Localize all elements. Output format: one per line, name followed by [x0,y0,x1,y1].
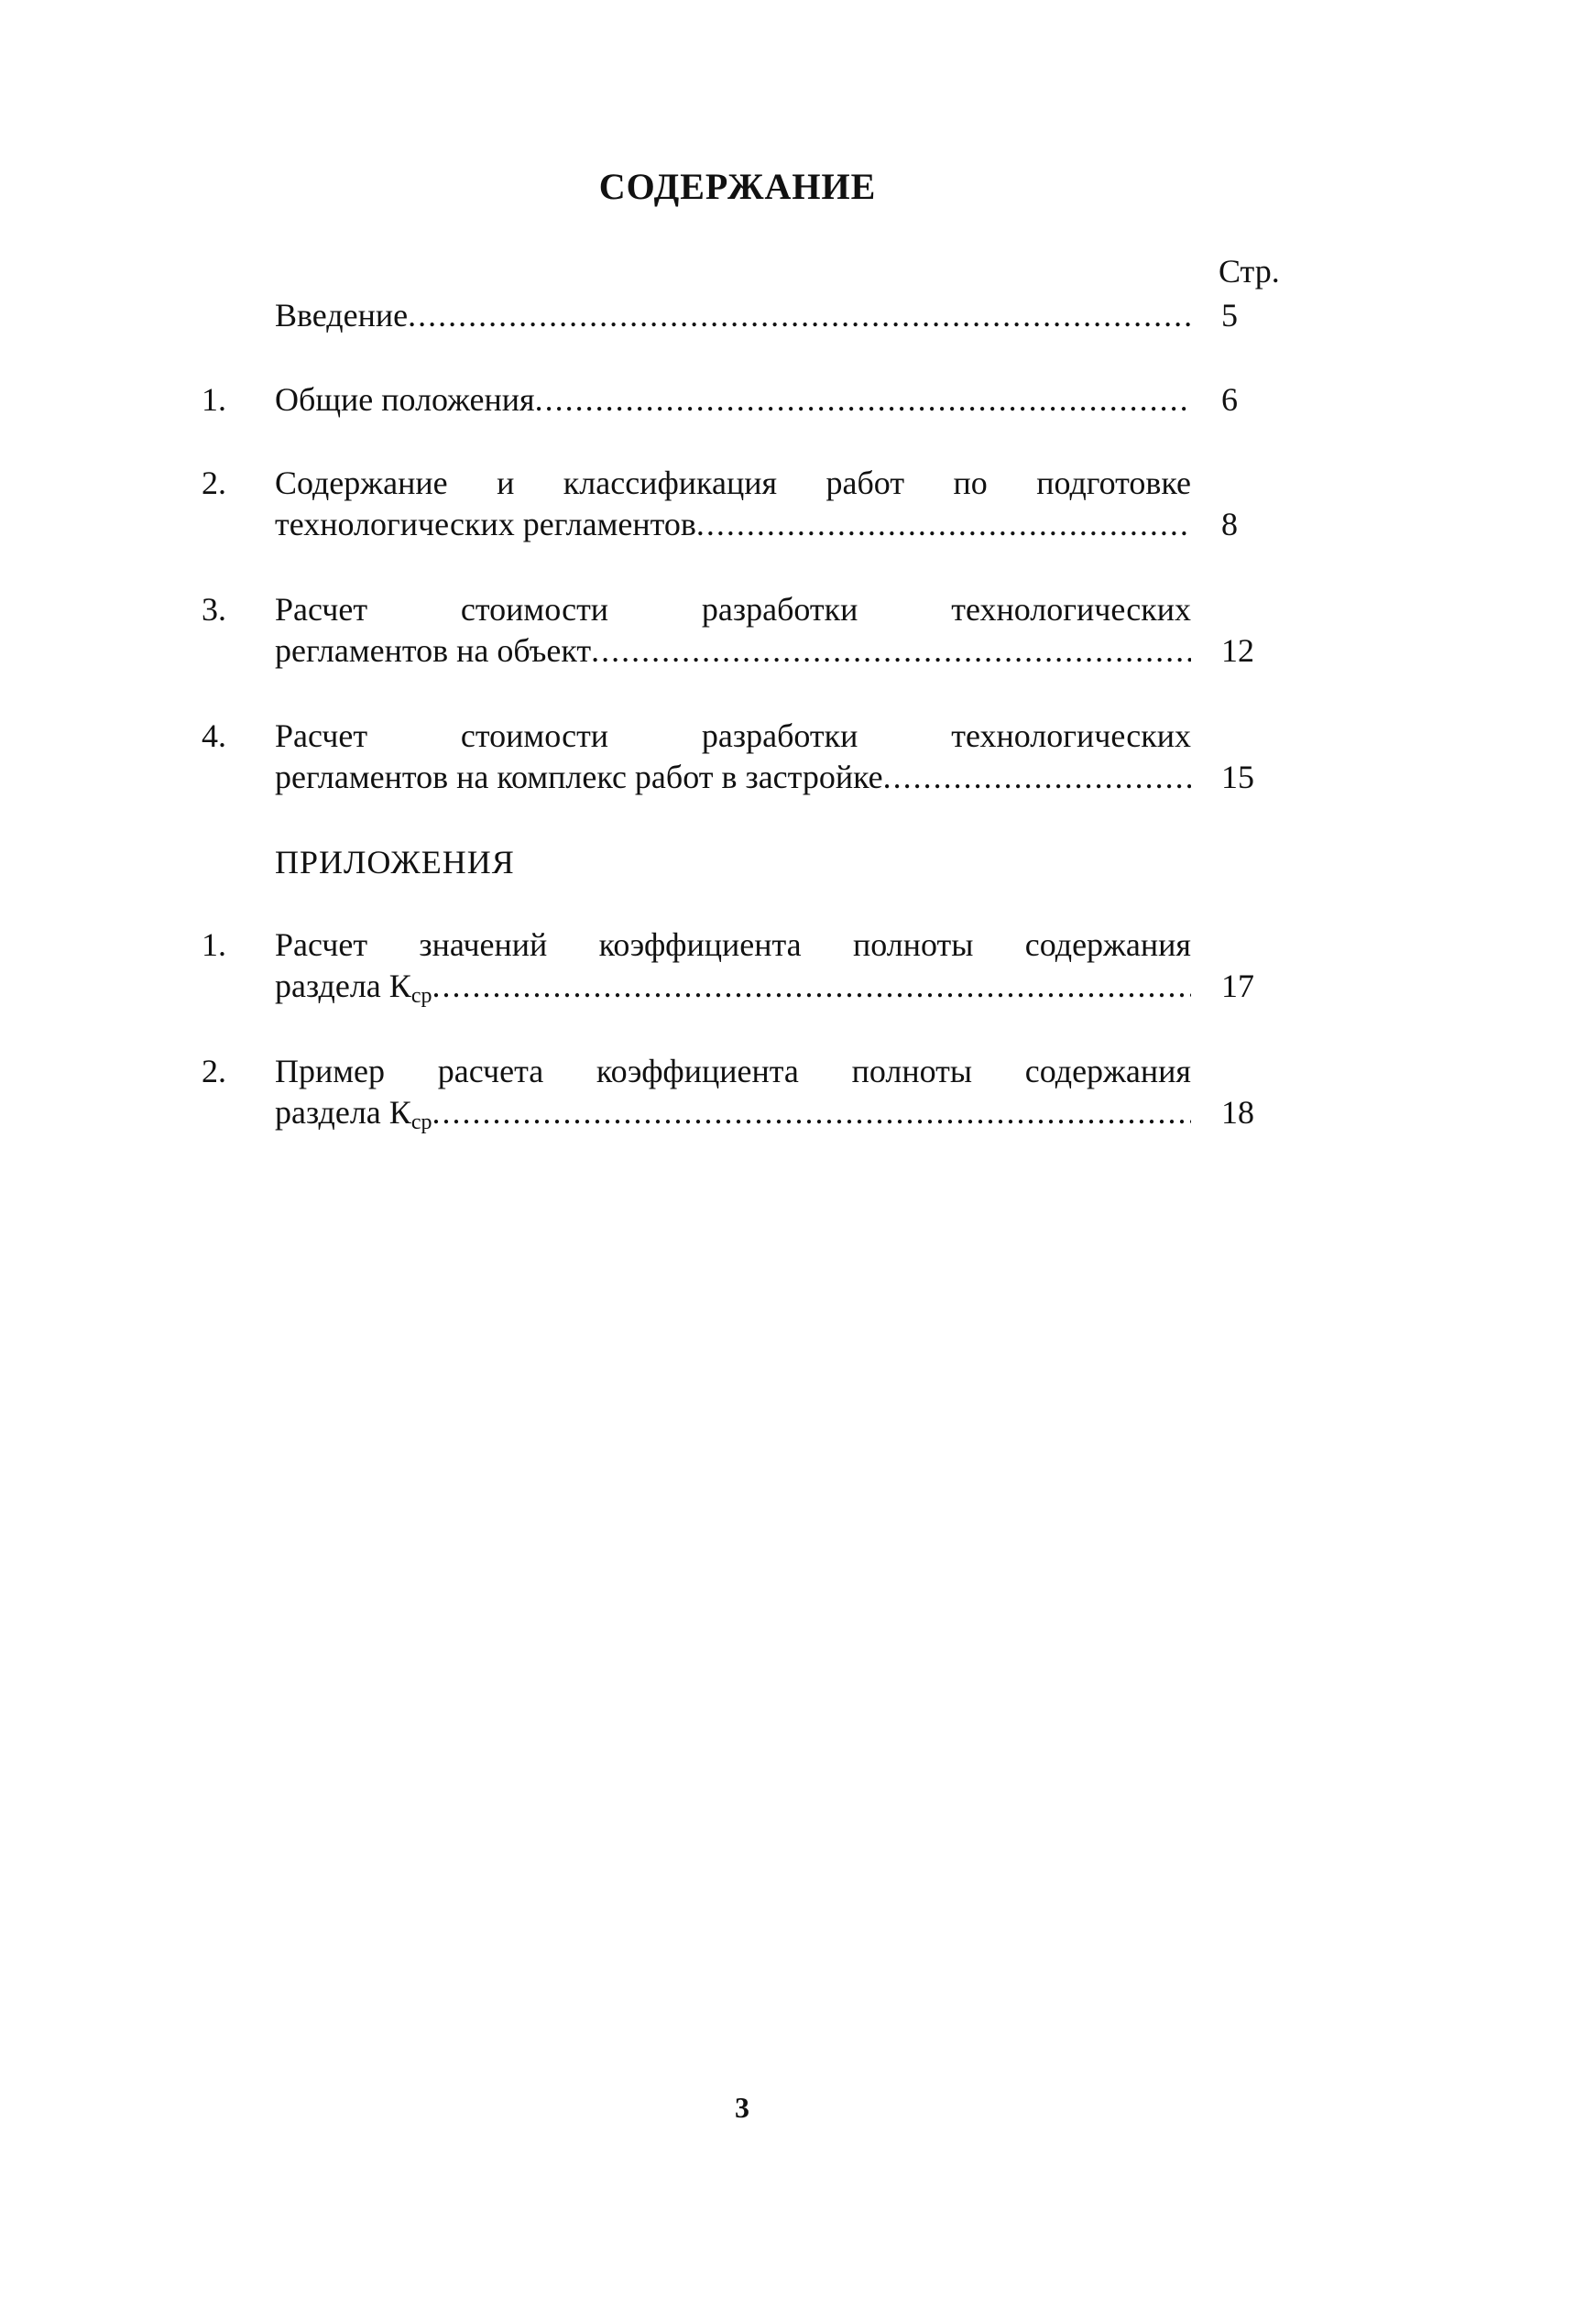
toc-entry-page: 12 [1221,632,1254,669]
appendix-entry-page: 18 [1221,1094,1254,1131]
toc-leader-dots [432,966,1191,1007]
appendix-entry-text: раздела К [275,968,411,1004]
toc-leader-dots [883,757,1191,798]
toc-entry-row [275,757,1191,798]
subscript: ср [410,1110,432,1134]
toc-entry-title: Общие положения [275,381,535,418]
appendix-entry-number: 2. [202,1053,226,1089]
toc-entry-title: Введение [275,297,409,334]
toc-entry-number: 4. [202,717,226,754]
toc-entry-title-line2: регламентов на комплекс работ в застройке [275,759,883,795]
toc-leader-dots [696,504,1191,545]
toc-entry-title-line1: Расчет стоимости разработки технологических [275,591,1191,628]
subscript: ср [410,984,432,1008]
appendix-entry-number: 1. [202,926,226,963]
toc-entry-page: 5 [1221,297,1238,334]
toc-entry-page: 8 [1221,506,1238,542]
toc-entry-title-line1: Расчет стоимости разработки технологических [275,717,1191,754]
toc-entry-number: 2. [202,465,226,501]
toc-leader-dots [408,295,1191,336]
appendix-entry-text: раздела К [275,1094,411,1131]
toc-entry-row [275,630,1191,672]
toc-entry-title-line1: Содержание и классификация работ по подготовке [275,465,1191,501]
toc-leader-dots [591,630,1191,672]
appendix-entry-row [275,966,1191,1007]
toc-leader-dots [535,379,1191,421]
toc-entry-title-line2: технологических регламентов [275,506,696,542]
appendix-entry-title-line1: Расчет значений коэффициента полноты содержания [275,926,1191,963]
page-title: СОДЕРЖАНИЕ [598,166,877,207]
toc-entry-title-line2: регламентов на объект [275,632,592,669]
toc-leader-dots [432,1092,1191,1133]
appendix-entry-page: 17 [1221,968,1254,1004]
toc-entry-page: 15 [1221,759,1254,795]
appendix-entry-title-line1: Пример расчета коэффициента полноты содержания [275,1053,1191,1089]
toc-entry-page: 6 [1221,381,1238,418]
toc-entry-row [275,295,1191,336]
toc-entry-number: 1. [202,381,226,418]
appendix-heading: ПРИЛОЖЕНИЯ [275,844,515,881]
appendix-entry-row [275,1092,1191,1133]
page-column-label: Стр. [1219,253,1280,290]
appendix-entry-title-line2 [275,1092,432,1133]
toc-entry-row [275,504,1191,545]
appendix-entry-title-line2 [275,966,432,1007]
page-number: 3 [735,2091,749,2124]
toc-entry-number: 3. [202,591,226,628]
toc-entry-row [275,379,1191,421]
